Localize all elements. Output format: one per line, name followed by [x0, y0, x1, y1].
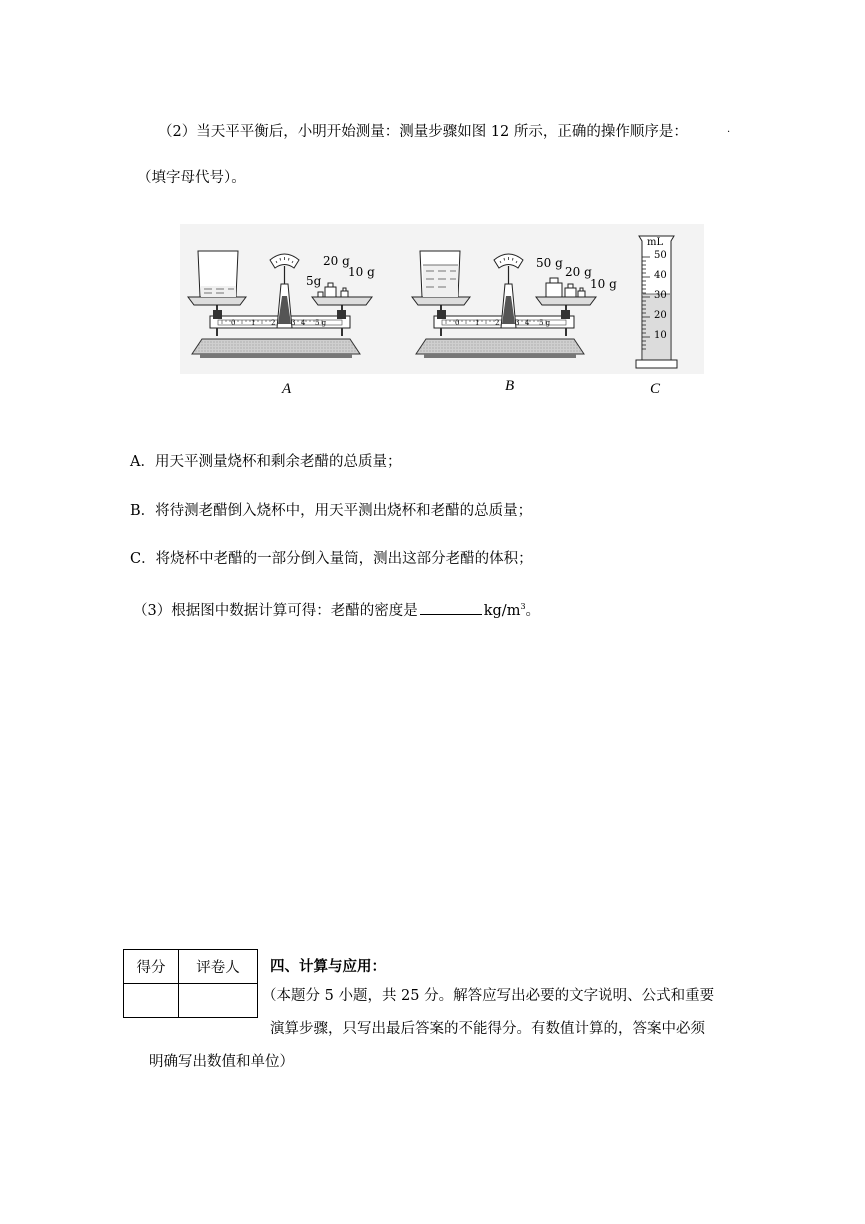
caption-c: C — [650, 381, 661, 397]
q3-prefix: （3）根据图中数据计算可得：老醋的密度是 — [133, 602, 418, 619]
answer-blank[interactable] — [420, 601, 482, 615]
cylinder-mark-10: 10 — [654, 330, 667, 341]
scale-tick-3-b: 3 — [515, 319, 520, 327]
scale-tick-2-b: 2 — [495, 319, 500, 327]
scale-tick-4-a: 4 — [301, 319, 306, 327]
cylinder-mark-30: 30 — [654, 290, 667, 301]
score-cell[interactable] — [124, 984, 179, 1018]
scale-tick-0-a: 0 — [231, 319, 236, 327]
section4-note-line3: 明确写出数值和单位） — [149, 1054, 294, 1070]
caption-a: A — [282, 381, 292, 397]
figure-12 — [180, 224, 704, 374]
q2-line1: （2）当天平平衡后，小明开始测量：测量步骤如图 12 所示，正确的操作顺序是： — [158, 124, 688, 140]
scale-tick-3-a: 3 — [291, 319, 296, 327]
stray-dot: . — [727, 124, 731, 135]
scale-tick-0-b: 0 — [455, 319, 460, 327]
scale-tick-1-b: 1 — [475, 319, 480, 327]
q3-suffix: 。 — [525, 602, 541, 619]
caption-b: B — [505, 378, 515, 394]
scale-tick-5-b: 5 g — [539, 319, 551, 327]
weight-label-20g-b: 20 g — [565, 265, 592, 279]
option-c: C．将烧杯中老醋的一部分倒入量筒，测出这部分老醋的体积； — [130, 551, 533, 567]
scale-tick-1-a: 1 — [251, 319, 256, 327]
figure-12-drawing — [180, 224, 704, 374]
cylinder-mark-50: 50 — [654, 250, 667, 261]
scale-tick-2-a: 2 — [271, 319, 276, 327]
weight-label-5g-a: 5g — [306, 274, 322, 288]
section4-note-line2: 演算步骤，只写出最后答案的不能得分。有数值计算的，答案中必须 — [270, 1021, 705, 1037]
q2-line2: （填字母代号）。 — [137, 170, 246, 186]
q3 — [133, 597, 540, 621]
score-header: 得分 — [124, 950, 179, 984]
section4-note-line1: （本题分 5 小题，共 25 分。解答应写出必要的文字说明、公式和重要 — [262, 988, 715, 1004]
weight-label-10g-b: 10 g — [590, 277, 617, 291]
cylinder-mark-40: 40 — [654, 270, 667, 281]
section4-title: 四、计算与应用： — [270, 959, 386, 975]
weight-label-20g-a: 20 g — [323, 254, 350, 268]
option-a: A．用天平测量烧杯和剩余老醋的总质量； — [130, 454, 402, 470]
weight-label-50g-b: 50 g — [536, 256, 563, 270]
q3-unit-exp: 3 — [520, 602, 526, 611]
cylinder-unit: mL — [647, 237, 664, 248]
option-b: B．将待测老醋倒入烧杯中，用天平测出烧杯和老醋的总质量； — [130, 503, 533, 519]
q3-unit: kg/m — [483, 602, 521, 619]
scale-tick-5-a: 5 g — [315, 319, 327, 327]
scale-tick-4-b: 4 — [525, 319, 530, 327]
grader-cell[interactable] — [179, 984, 258, 1018]
grader-header: 评卷人 — [179, 950, 258, 984]
weight-label-10g-a: 10 g — [348, 265, 375, 279]
score-table — [123, 949, 258, 1018]
cylinder-mark-20: 20 — [654, 310, 667, 321]
